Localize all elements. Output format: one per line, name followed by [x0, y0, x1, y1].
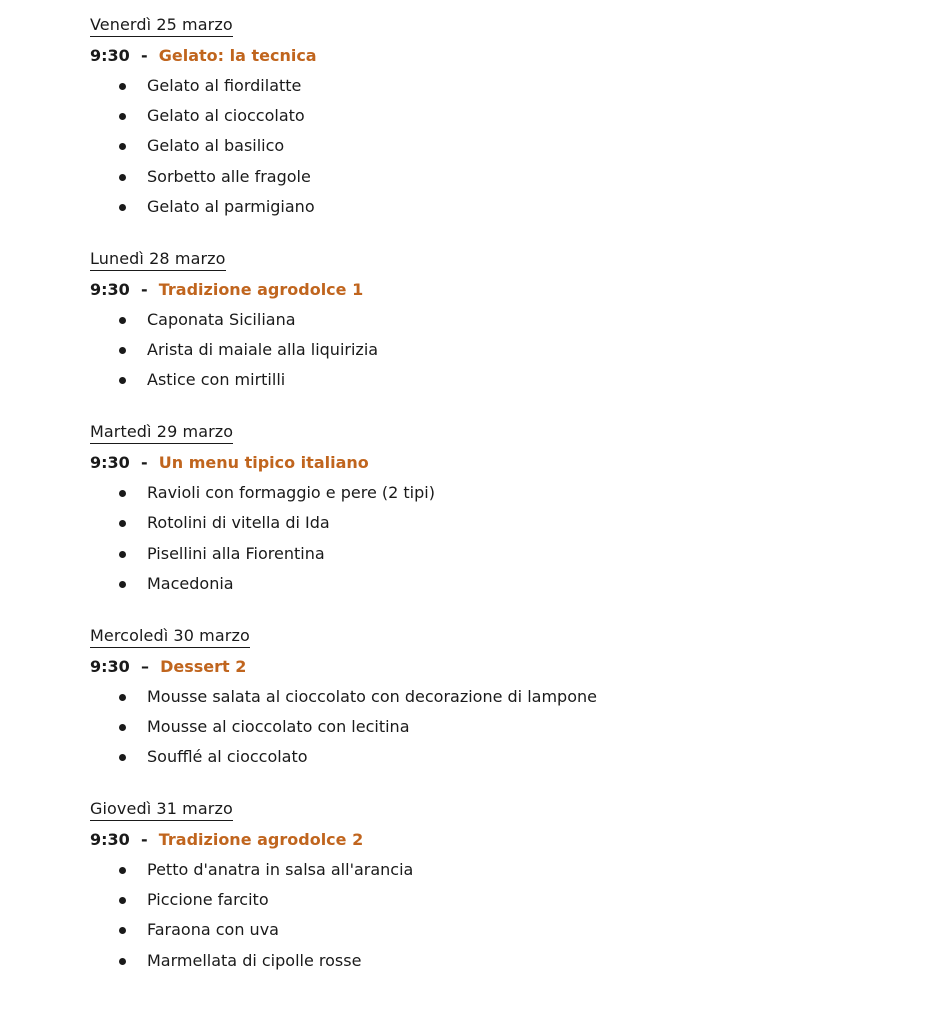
session-separator: –: [135, 656, 155, 676]
recipe-list: [90, 859, 930, 972]
recipe-name: Ravioli con formaggio e pere (2 tipi): [147, 483, 435, 503]
session-separator: -: [135, 279, 154, 299]
recipe-name: Marmellata di cipolle rosse: [147, 950, 362, 970]
recipe-list: [90, 482, 930, 595]
session-time: 9:30: [90, 279, 130, 299]
session-heading: [90, 45, 930, 67]
session-heading: [90, 656, 930, 678]
bullet-icon: [119, 174, 126, 181]
recipe-name: Rotolini di vitella di Ida: [147, 513, 330, 533]
recipe-list: [90, 686, 930, 768]
list-item: [90, 105, 930, 127]
recipe-list: [90, 309, 930, 391]
bullet-icon: [119, 724, 126, 731]
recipe-name: Gelato al cioccolato: [147, 106, 305, 126]
list-item: [90, 573, 930, 595]
bullet-icon: [119, 83, 126, 90]
bullet-icon: [119, 490, 126, 497]
list-item: [90, 889, 930, 911]
day-date: Giovedì 31 marzo: [90, 798, 233, 821]
recipe-name: Arista di maiale alla liquirizia: [147, 339, 379, 359]
bullet-icon: [119, 347, 126, 354]
session-title: Tradizione agrodolce 2: [158, 830, 364, 850]
bullet-icon: [119, 754, 126, 761]
bullet-icon: [119, 694, 126, 701]
list-item: [90, 512, 930, 534]
session-title: Tradizione agrodolce 1: [158, 279, 364, 299]
bullet-icon: [119, 927, 126, 934]
list-item: [90, 196, 930, 218]
recipe-name: Soufflé al cioccolato: [147, 747, 308, 767]
session-heading: [90, 452, 930, 474]
session-time: 9:30: [90, 46, 130, 65]
day-section: [90, 798, 930, 972]
bullet-icon: [119, 897, 126, 904]
list-item: [90, 686, 930, 708]
session-separator: -: [135, 830, 154, 850]
session-separator: -: [135, 453, 154, 473]
bullet-icon: [119, 317, 126, 324]
list-item: [90, 919, 930, 941]
bullet-icon: [119, 581, 126, 588]
session-heading: [90, 279, 930, 301]
session-separator: -: [135, 46, 154, 65]
session-title: Un menu tipico italiano: [158, 453, 369, 473]
recipe-name: Pisellini alla Fiorentina: [147, 543, 325, 563]
session-title: Gelato: la tecnica: [158, 46, 317, 65]
list-item: [90, 369, 930, 391]
recipe-name: Gelato al parmigiano: [147, 196, 315, 216]
day-section: [90, 421, 930, 595]
recipe-name: Piccione farcito: [147, 890, 269, 910]
session-time: 9:30: [90, 830, 130, 850]
bullet-icon: [119, 377, 126, 384]
day-section: [90, 248, 930, 391]
recipe-name: Gelato al basilico: [147, 136, 285, 156]
list-item: [90, 950, 930, 972]
list-item: [90, 75, 930, 97]
bullet-icon: [119, 958, 126, 965]
bullet-icon: [119, 867, 126, 874]
list-item: [90, 135, 930, 157]
recipe-name: Gelato al fiordilatte: [147, 76, 302, 95]
day-section: [90, 14, 930, 218]
recipe-name: Mousse salata al cioccolato con decorazione di lampone: [147, 686, 597, 706]
list-item: [90, 716, 930, 738]
session-title: Dessert 2: [160, 656, 247, 676]
bullet-icon: [119, 520, 126, 527]
bullet-icon: [119, 551, 126, 558]
bullet-icon: [119, 143, 126, 150]
day-date: Martedì 29 marzo: [90, 421, 233, 444]
recipe-name: Macedonia: [147, 573, 234, 593]
recipe-name: Petto d'anatra in salsa all'arancia: [147, 860, 414, 880]
list-item: [90, 746, 930, 768]
recipe-name: Mousse al cioccolato con lecitina: [147, 716, 410, 736]
recipe-name: Caponata Siciliana: [147, 309, 296, 329]
bullet-icon: [119, 113, 126, 120]
day-date: Mercoledì 30 marzo: [90, 625, 250, 648]
list-item: [90, 166, 930, 188]
day-section: [90, 625, 930, 768]
session-time: 9:30: [90, 453, 130, 473]
day-date: Venerdì 25 marzo: [90, 14, 233, 37]
list-item: [90, 543, 930, 565]
schedule-document: [90, 14, 930, 1002]
recipe-name: Faraona con uva: [147, 920, 279, 940]
session-heading: [90, 829, 930, 851]
day-date: Lunedì 28 marzo: [90, 248, 226, 271]
recipe-name: Sorbetto alle fragole: [147, 166, 311, 186]
recipe-list: [90, 75, 930, 218]
recipe-name: Astice con mirtilli: [147, 370, 286, 390]
list-item: [90, 339, 930, 361]
bullet-icon: [119, 204, 126, 211]
list-item: [90, 859, 930, 881]
list-item: [90, 482, 930, 504]
list-item: [90, 309, 930, 331]
session-time: 9:30: [90, 656, 130, 676]
